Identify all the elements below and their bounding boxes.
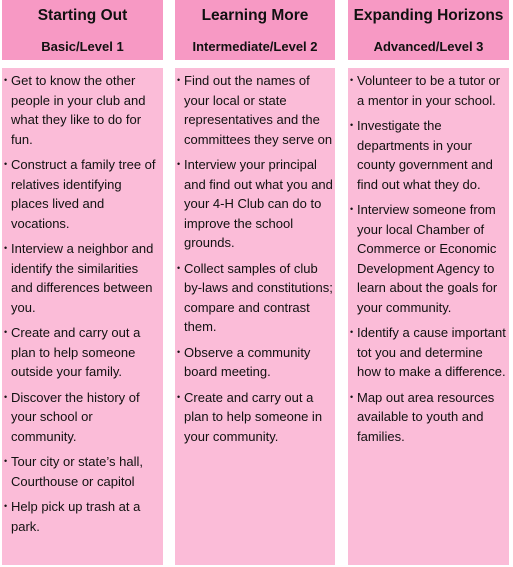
bullet-icon: • xyxy=(350,75,354,85)
list-item: • Help pick up trash at a park. xyxy=(4,499,141,534)
list-item: • Identify a cause important tot you and determine how to make a difference. xyxy=(350,325,506,379)
list-item: • Interview someone from your local Chamber of Commerce or Economic Development Agency to learn about the goals for your community. xyxy=(350,202,498,315)
list-item: • Interview a neighbor and identify the similarities and differences between you. xyxy=(4,241,154,315)
bullet-icon: • xyxy=(177,346,181,357)
list-item: • Find out the names of your local or state representatives and the committees they serve on xyxy=(177,73,333,147)
column-header xyxy=(2,0,163,60)
bullet-icon: • xyxy=(4,243,8,253)
activity-list xyxy=(351,71,507,446)
bullet-icon: • xyxy=(177,75,181,85)
bullet-icon: • xyxy=(4,391,8,402)
list-item: • Construct a family tree of relatives identifying places lived and vocations. xyxy=(4,157,156,231)
list-item: • Observe a community board meeting. xyxy=(177,344,311,379)
column-title: Learning More xyxy=(201,7,309,24)
list-item: • Create and carry out a plan to help someone outside your family. xyxy=(4,325,141,379)
bullet-icon: • xyxy=(4,456,8,466)
column-header xyxy=(348,0,509,60)
list-item: • Collect samples of club by-laws and constitutions; compare and contrast them. xyxy=(177,260,333,334)
bullet-icon: • xyxy=(4,501,8,511)
bullet-icon: • xyxy=(4,75,8,85)
column-header xyxy=(175,0,335,60)
list-item: • Volunteer to be a tutor or a mentor in your school. xyxy=(350,73,501,108)
list-item: • Discover the history of your school or community. xyxy=(4,389,140,444)
list-item: • Get to know the other people in your club and what they like to do for fun. xyxy=(4,73,146,147)
bullet-icon: • xyxy=(350,120,354,130)
bullet-icon: • xyxy=(350,391,354,402)
column-body xyxy=(2,68,163,565)
bullet-icon: • xyxy=(4,327,8,337)
activity-list xyxy=(178,71,333,446)
bullet-icon: • xyxy=(4,159,8,169)
column-level: Intermediate/Level 2 xyxy=(192,39,318,54)
column-level: Basic/Level 1 xyxy=(41,39,124,54)
column-level: Advanced/Level 3 xyxy=(373,39,484,54)
list-item: • Create and carry out a plan to help someone in your community. xyxy=(177,389,323,444)
bullet-icon: • xyxy=(350,327,354,337)
column-body xyxy=(175,68,335,565)
list-item: • Interview your principal and find out what you and your 4-H Club can do to improve the school grounds. xyxy=(177,157,333,250)
bullet-icon: • xyxy=(350,204,354,214)
list-item: • Map out area resources available to youth and families. xyxy=(350,389,495,444)
column-body xyxy=(348,68,509,565)
list-item: • Tour city or state’s hall, Courthouse or capitol xyxy=(4,454,143,489)
column-title: Expanding Horizons xyxy=(353,7,504,24)
bullet-icon: • xyxy=(177,391,181,402)
bullet-icon: • xyxy=(177,262,181,273)
bullet-icon: • xyxy=(177,159,181,169)
list-item: • Investigate the departments in your county government and find out what they do. xyxy=(350,118,493,192)
column-title: Starting Out xyxy=(37,7,128,24)
activity-list xyxy=(5,71,161,536)
